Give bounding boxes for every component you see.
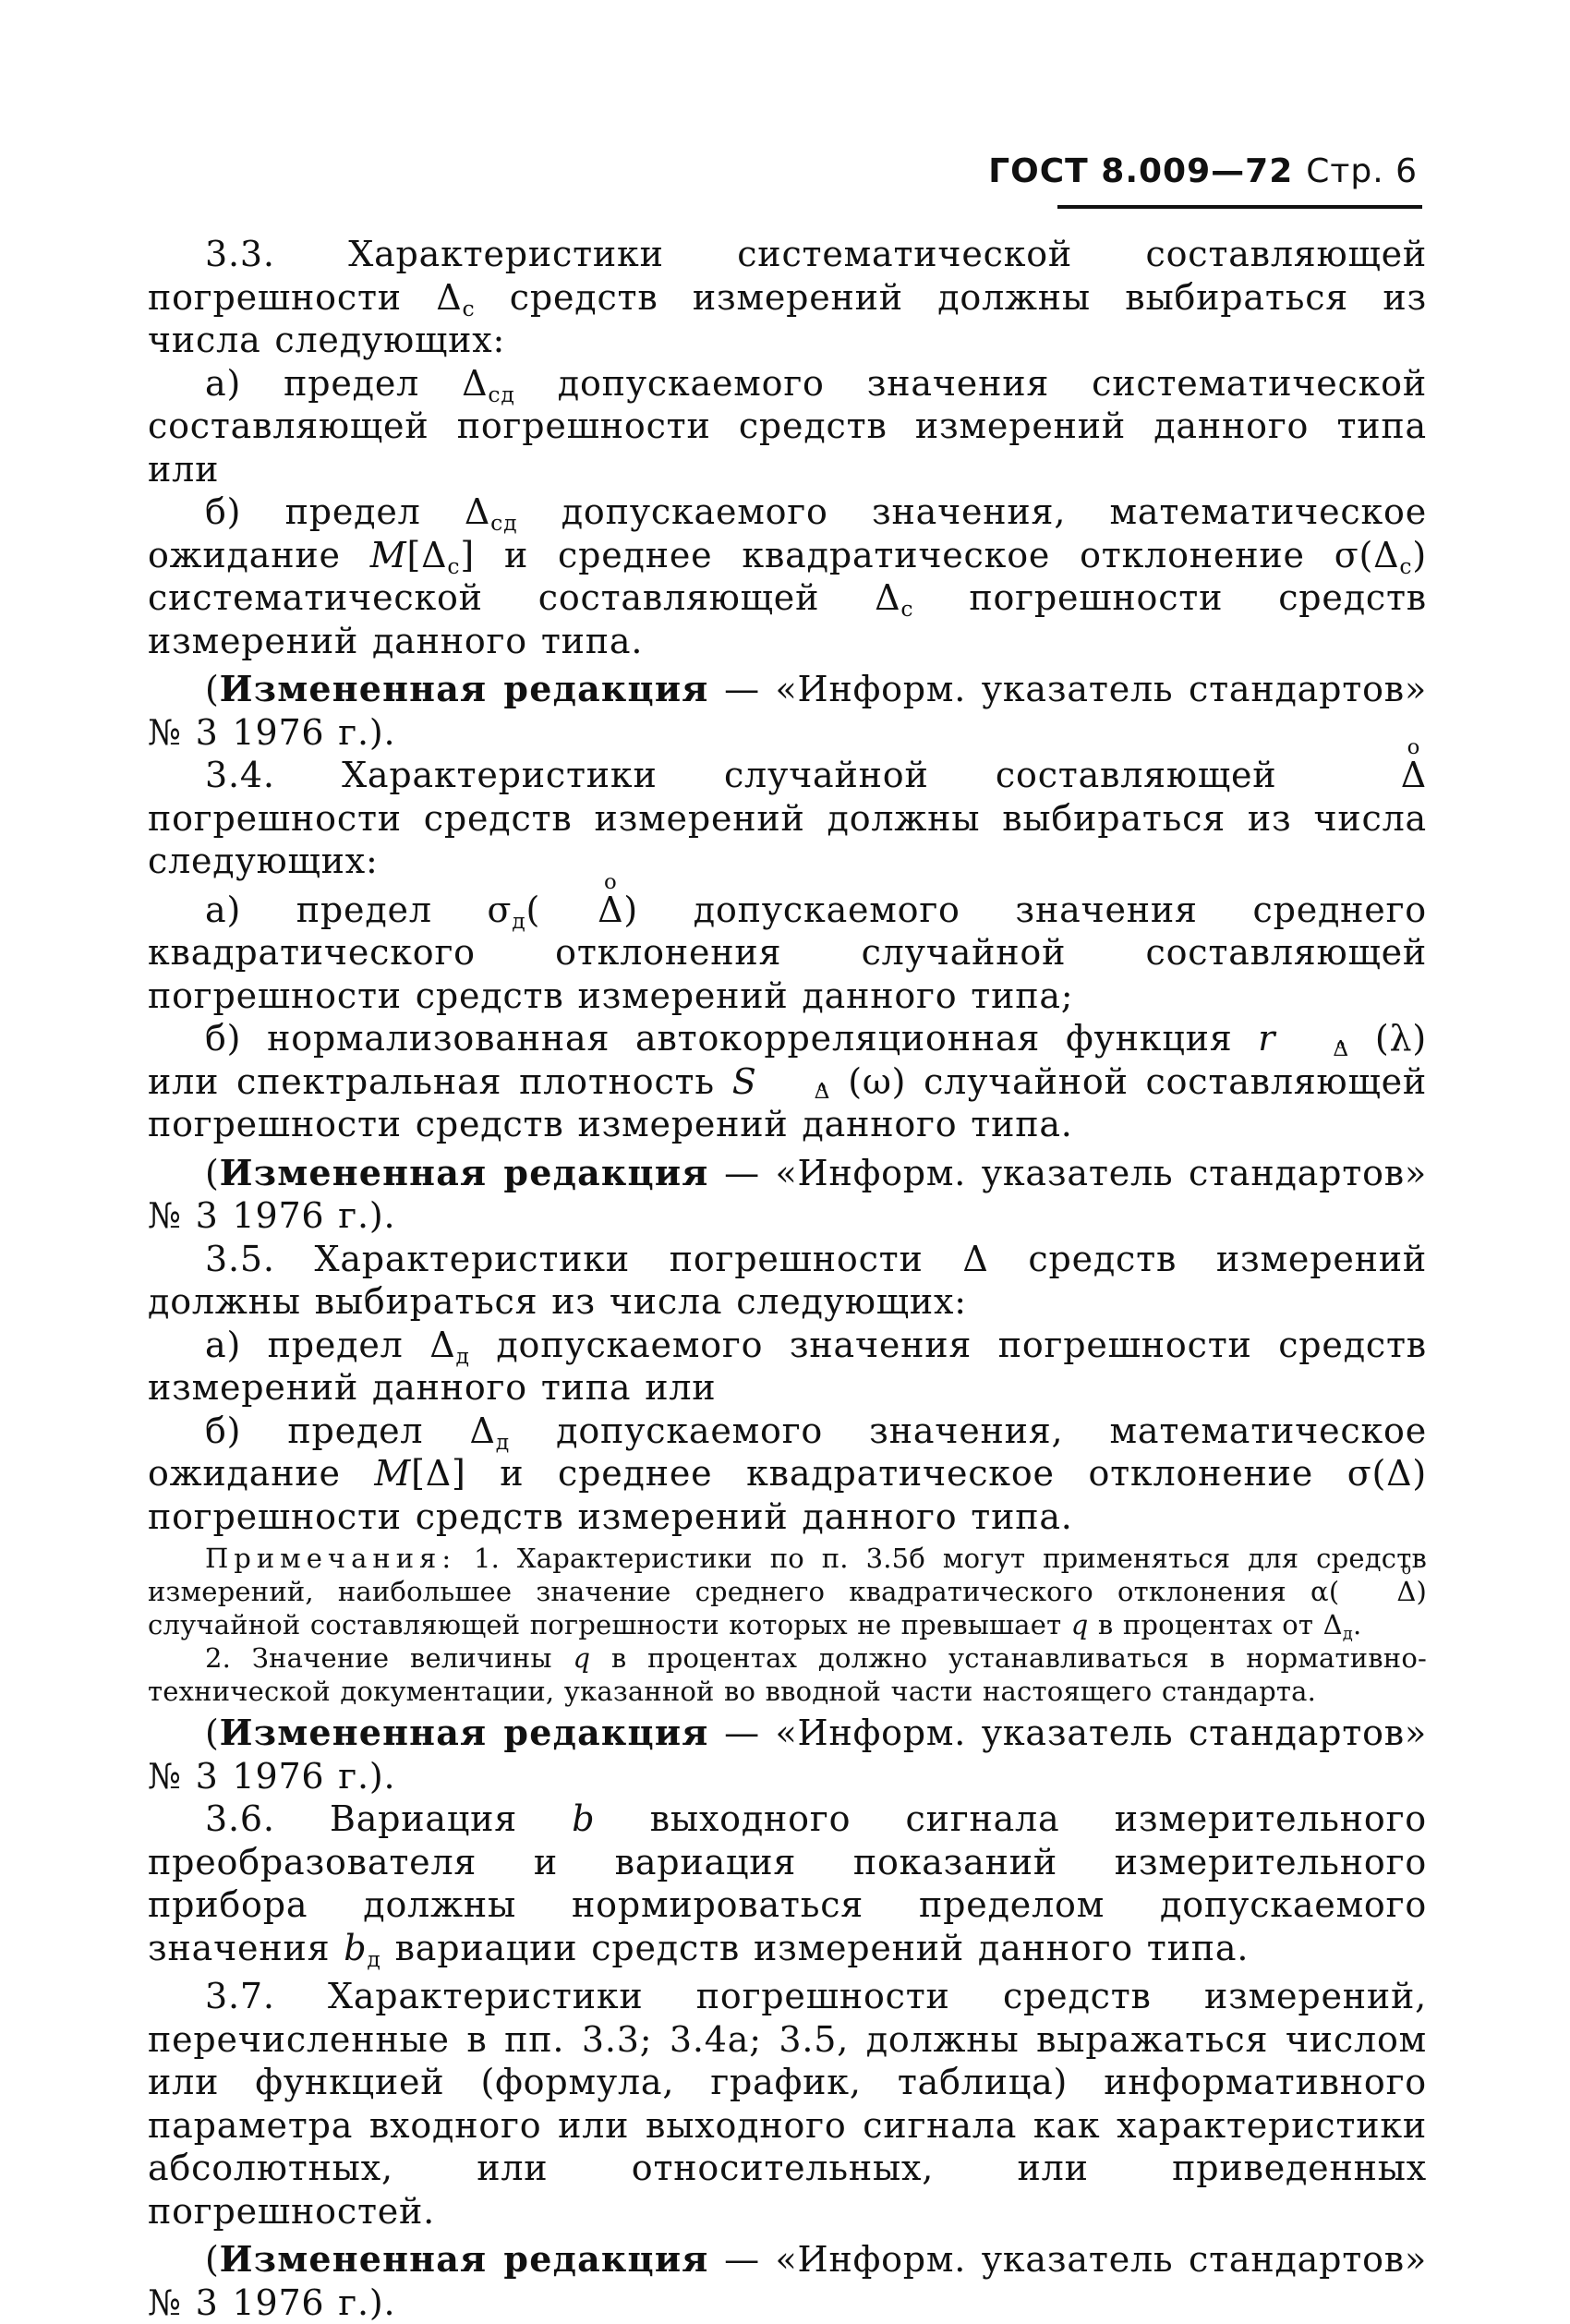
running-header xyxy=(864,152,1418,190)
section-3-4-item-a: а) предел $\sigma_д(o$ Δ) допускаемого значения среднего квадратического отклонения случайной составляющей погрешности средств измерений данного типа; xyxy=(148,889,1427,1018)
section-3-4-item-b: б) нормализованная автокорреляционная функция r Δ (λ) или спектральная плотность S Δ (ω) случайной составляющей погрешности средств измерений данного типа. xyxy=(148,1018,1427,1144)
document-body xyxy=(148,233,1427,2324)
section-3-5-intro: 3.5. Характеристики погрешности Δ средств измерений должны выбираться из числа следующих: xyxy=(148,1238,1427,1322)
amendment-note: (Измененная редакция — «Информ. указатель стандартов» № 3 1976 г.). xyxy=(148,2238,1427,2323)
page-number: Стр. 6 xyxy=(1306,152,1418,190)
section-3-6: 3.6. Вариация b выходного сигнала измерительного преобразователя и вариация показаний измерительного прибора должны нормироваться пределом допускаемого значения $b_д$ вариации средств измерений данного типа. xyxy=(148,1798,1427,1972)
section-3-5-item-b: б) предел $\Delta_д$ допускаемого значения, математическое ожидание M[Δ] и среднее квадратическое отклонение σ(Δ) погрешности средств измерений данного типа. xyxy=(148,1410,1428,1537)
header-rule xyxy=(1057,205,1422,209)
amendment-note: (Измененная редакция — «Информ. указатель стандартов» № 3 1976 г.). xyxy=(148,1712,1427,1797)
note-2: 2. Значение величины q в процентах должно устанавливаться в нормативно-технической документации, указанной во вводной части настоящего стандарта. xyxy=(148,1642,1427,1707)
section-3-4-intro: 3.4. Характеристики случайной составляющей o Δ погрешности средств измерений должны выбираться из числа следующих: xyxy=(148,754,1427,883)
amendment-note: (Измененная редакция — «Информ. указатель стандартов» № 3 1976 г.). xyxy=(148,668,1427,753)
standard-number: ГОСТ 8.009—72 xyxy=(988,152,1294,190)
section-3-5-item-a: а) предел $\Delta_д$ допускаемого значения погрешности средств измерений данного типа или xyxy=(148,1324,1427,1408)
section-3-3-intro: 3.3. Характеристики систематической составляющей погрешности $\Delta_с$ средств измерений должны выбираться из числа следующих: xyxy=(148,234,1428,360)
section-3-3-item-b: б) предел $\Delta_{сд}$ допускаемого значения, математическое ожидание $M[\Delta_с]$ и среднее квадратическое отклонение $\sigma(\Delta_с)$ систематической составляющей $\Delta_с$ погрешности средств измерений данного типа. xyxy=(148,491,1428,661)
amendment-note: (Измененная редакция — «Информ. указатель стандартов» № 3 1976 г.). xyxy=(148,1151,1427,1236)
section-3-3-item-a: а) предел $\Delta_{сд}$ допускаемого значения систематической составляющей погрешности средств измерений данного типа или xyxy=(148,362,1427,490)
note-1: Примечания: 1. Характеристики по п. 3.5б могут применяться для средств измерений, наибольшее значение среднего квадратического отклонения α(o Δ) случайной составляющей погрешности которых не превышает q в процентах от $\Delta_д$. xyxy=(148,1542,1427,1641)
section-3-7: 3.7. Характеристики погрешности средств измерений, перечисленные в пп. 3.3; 3.4а; 3.5, должны выражаться числом или функцией (формула, график, таблица) информативного параметра входного или выходного сигнала как характеристики абсолютных, или относительных, или приведенных погрешностей. xyxy=(148,1976,1427,2232)
